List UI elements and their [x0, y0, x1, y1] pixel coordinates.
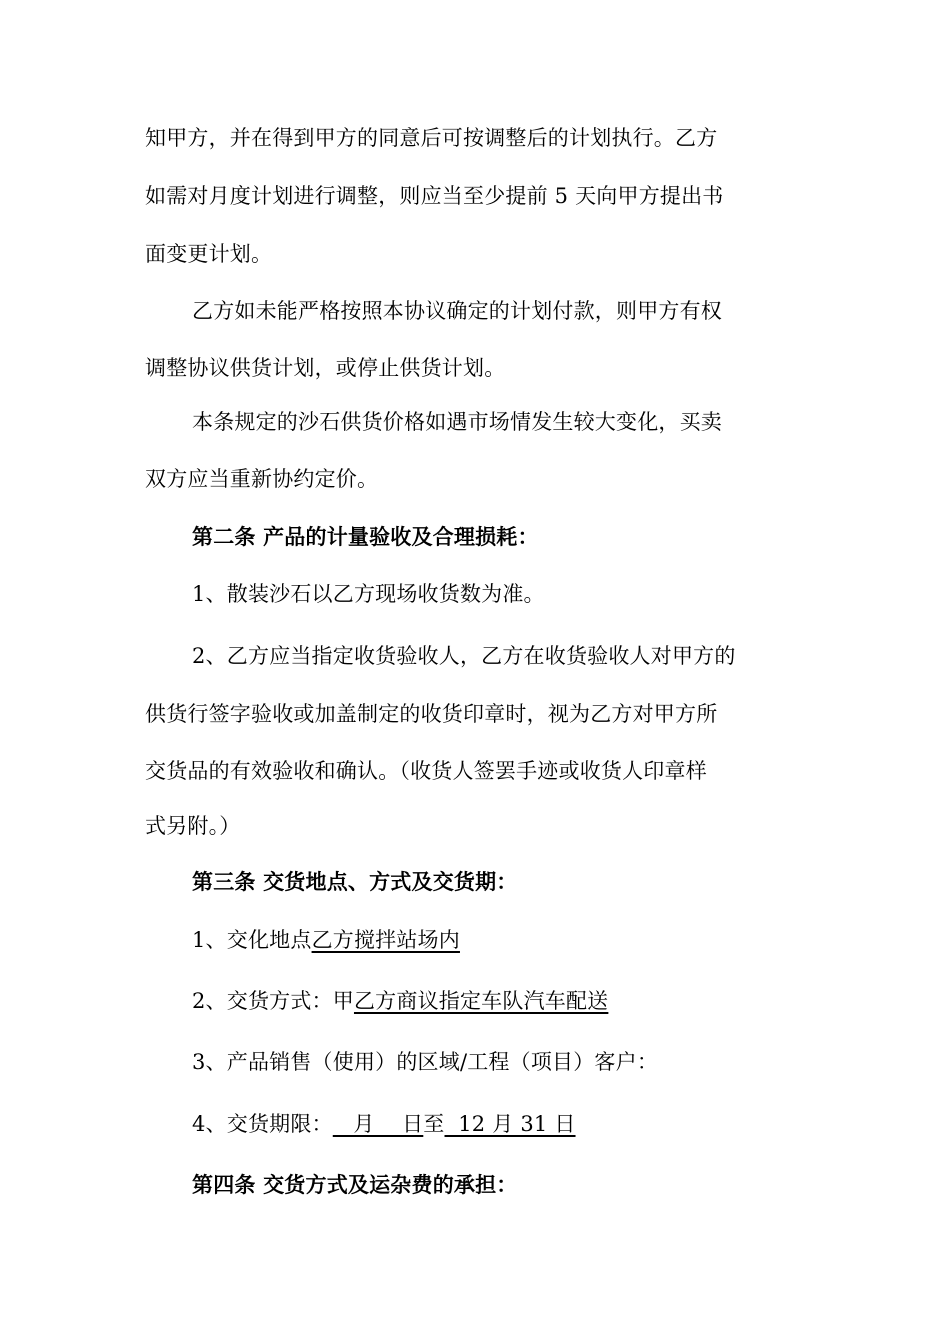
article-2-item-2: 2、乙方应当指定收货验收人，乙方在收货验收人对甲方的: [192, 644, 736, 668]
paragraph-line: 本条规定的沙石供货价格如遇市场情发生较大变化，买卖: [192, 410, 722, 434]
article-4-heading: 第四条 交货方式及运杂费的承担：: [192, 1172, 518, 1197]
article-2-heading: 第二条 产品的计量验收及合理损耗：: [192, 524, 539, 549]
delivery-location-value: 乙方搅拌站场内: [311, 928, 460, 952]
article-3-heading: 第三条 交货地点、方式及交货期：: [192, 869, 518, 894]
paragraph-line: 乙方如未能严格按照本协议确定的计划付款，则甲方有权: [192, 299, 722, 323]
paragraph-line: 供货行签字验收或加盖制定的收货印章时，视为乙方对甲方所: [145, 702, 718, 726]
paragraph-line: 面变更计划。: [145, 242, 273, 266]
paragraph-line: 式另附。）: [145, 814, 241, 838]
delivery-method-label: 2、交货方式：甲: [192, 989, 354, 1013]
delivery-location-label: 1、交化地点: [192, 928, 312, 952]
paragraph-line: 调整协议供货计划，或停止供货计划。: [145, 356, 506, 380]
article-2-item-1: 1、散装沙石以乙方现场收货数为准。: [192, 582, 545, 606]
paragraph-line: 如需对月度计划进行调整，则应当至少提前 5 天向甲方提出书: [145, 184, 724, 208]
delivery-period-label: 4、交货期限：: [192, 1112, 333, 1136]
article-3-item-3: 3、产品销售（使用）的区域/工程（项目）客户：: [192, 1050, 659, 1074]
article-3-item-1: [192, 926, 862, 954]
paragraph-line: 双方应当重新协约定价。: [145, 467, 379, 491]
paragraph-line: 知甲方，并在得到甲方的同意后可按调整后的计划执行。乙方: [145, 126, 718, 150]
paragraph-line: 交货品的有效验收和确认。（收货人签罢手迹或收货人印章样: [145, 759, 707, 783]
article-3-item-4: [192, 1110, 862, 1138]
article-3-item-2: [192, 987, 862, 1015]
delivery-period-end: 12 月 31 日: [444, 1112, 576, 1136]
delivery-period-to: 至: [423, 1112, 445, 1136]
delivery-period-start: 月 日: [332, 1112, 424, 1136]
delivery-method-value: 乙方商议指定车队汽车配送: [353, 989, 609, 1013]
